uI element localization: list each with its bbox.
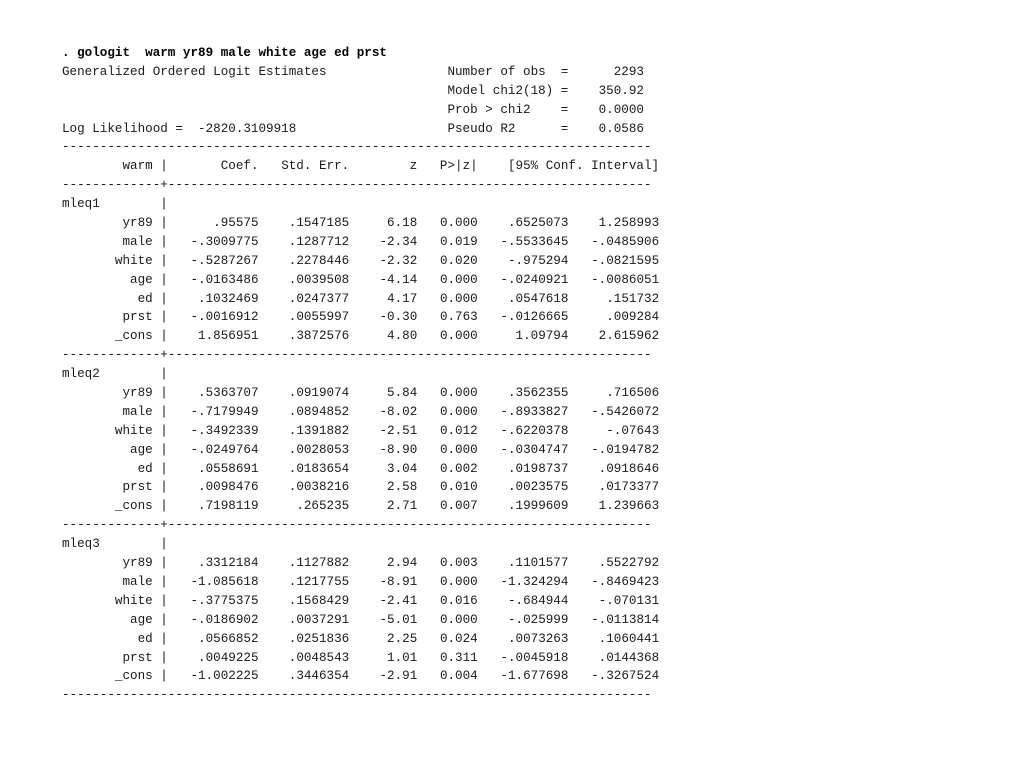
p-value: 0.007 <box>417 499 478 514</box>
ci-low: -.0045918 <box>477 650 569 665</box>
z-value: -8.02 <box>349 404 418 419</box>
ci-high: .0173377 <box>568 480 660 495</box>
table-row: yr89 | .95575 .1547185 6.18 0.000 .6525073 1.258993 <box>62 216 660 231</box>
std-err: .3872576 <box>258 329 350 344</box>
ci-low: .0547618 <box>477 291 569 306</box>
table-row: white | -.3492339 .1391882 -2.51 0.012 -.6220378 -.07643 <box>62 423 660 438</box>
coef: -.0186902 <box>167 612 259 627</box>
log-likelihood: Log Likelihood = -2820.3109918 <box>62 121 448 136</box>
z-value: 5.84 <box>349 386 418 401</box>
command-line: . gologit warm yr89 male white age ed prst <box>62 46 387 60</box>
stat-line <box>62 101 659 120</box>
equation-name: mleq3 <box>62 537 161 552</box>
divider: -------------+---------------------------------------------------------------- <box>62 518 652 533</box>
var-name: ed <box>62 291 153 306</box>
std-err: .0919074 <box>258 386 350 401</box>
ci-high: -.8469423 <box>568 574 660 589</box>
z-value: -8.90 <box>349 442 418 457</box>
var-name: yr89 <box>62 556 153 571</box>
table-row: age | -.0249764 .0028053 -8.90 0.000 -.0304747 -.0194782 <box>62 442 660 457</box>
coef: .95575 <box>167 216 259 231</box>
header-coef: Coef. <box>167 159 259 174</box>
std-err: .0037291 <box>258 612 350 627</box>
std-err: .2278446 <box>258 253 350 268</box>
coef: .1032469 <box>167 291 259 306</box>
ci-low: -.0240921 <box>477 272 569 287</box>
coef: -.3009775 <box>167 234 259 249</box>
ci-high: -.0113814 <box>568 612 660 627</box>
ci-low: -.025999 <box>477 612 569 627</box>
z-value: 4.80 <box>349 329 418 344</box>
ci-low: .6525073 <box>477 216 569 231</box>
p-value: 0.024 <box>417 631 478 646</box>
z-value: -2.34 <box>349 234 418 249</box>
coef: -.3492339 <box>167 423 259 438</box>
divider: ------------------------------------------------------------------------------ <box>62 688 652 703</box>
ci-low: .0073263 <box>477 631 569 646</box>
table-row: white | -.3775375 .1568429 -2.41 0.016 -.684944 -.070131 <box>62 593 660 608</box>
var-name: male <box>62 574 153 589</box>
p-value: 0.016 <box>417 593 478 608</box>
table-header <box>62 157 659 176</box>
stat-chi2: Model chi2(18) = 350.92 <box>447 83 644 98</box>
coef: -.5287267 <box>167 253 259 268</box>
equation-name: mleq1 <box>62 197 161 212</box>
z-value: 1.01 <box>349 650 418 665</box>
ci-high: .5522792 <box>568 556 660 571</box>
table-row: age | -.0186902 .0037291 -5.01 0.000 -.025999 -.0113814 <box>62 612 660 627</box>
var-name: age <box>62 442 153 457</box>
coef: -.0249764 <box>167 442 259 457</box>
p-value: 0.010 <box>417 480 478 495</box>
ci-high: -.0086051 <box>568 272 660 287</box>
table-row: prst | .0098476 .0038216 2.58 0.010 .0023575 .0173377 <box>62 480 660 495</box>
equation-label: mleq2 | <box>62 367 168 382</box>
coef: 1.856951 <box>167 329 259 344</box>
std-err: .0055997 <box>258 310 350 325</box>
p-value: 0.000 <box>417 272 478 287</box>
p-value: 0.000 <box>417 612 478 627</box>
std-err: .1287712 <box>258 234 350 249</box>
z-value: 2.71 <box>349 499 418 514</box>
ci-high: -.5426072 <box>568 404 660 419</box>
title-line <box>62 63 659 82</box>
std-err: .0028053 <box>258 442 350 457</box>
ci-low: .1101577 <box>477 556 569 571</box>
stat-prob: Prob > chi2 = 0.0000 <box>447 102 644 117</box>
z-value: -2.91 <box>349 669 418 684</box>
table-row: prst | .0049225 .0048543 1.01 0.311 -.0045918 .0144368 <box>62 650 660 665</box>
var-name: age <box>62 272 153 287</box>
var-name: prst <box>62 480 153 495</box>
table-row: _cons | -1.002225 .3446354 -2.91 0.004 -1.677698 -.3267524 <box>62 669 660 684</box>
p-value: 0.003 <box>417 556 478 571</box>
z-value: -0.30 <box>349 310 418 325</box>
coef: .7198119 <box>167 499 259 514</box>
stat-line <box>62 82 659 101</box>
ci-low: -.975294 <box>477 253 569 268</box>
ci-high: -.07643 <box>568 423 660 438</box>
std-err: .1127882 <box>258 556 350 571</box>
ci-high: -.3267524 <box>568 669 660 684</box>
p-value: 0.000 <box>417 442 478 457</box>
ci-low: -1.324294 <box>477 574 569 589</box>
coef: -1.002225 <box>167 669 259 684</box>
var-name: male <box>62 234 153 249</box>
var-name: _cons <box>62 499 153 514</box>
p-value: 0.019 <box>417 234 478 249</box>
p-value: 0.020 <box>417 253 478 268</box>
ci-high: -.0485906 <box>568 234 660 249</box>
var-name: male <box>62 404 153 419</box>
ci-low: .1999609 <box>477 499 569 514</box>
table-row: white | -.5287267 .2278446 -2.32 0.020 -.975294 -.0821595 <box>62 253 660 268</box>
header-ci: [95% Conf. Interval] <box>477 159 660 174</box>
p-value: 0.000 <box>417 386 478 401</box>
var-name: ed <box>62 461 153 476</box>
std-err: .1568429 <box>258 593 350 608</box>
table-row: male | -.3009775 .1287712 -2.34 0.019 -.5533645 -.0485906 <box>62 234 660 249</box>
var-name: age <box>62 612 153 627</box>
var-name: white <box>62 423 153 438</box>
var-name: _cons <box>62 329 153 344</box>
equation-label: mleq3 | <box>62 537 168 552</box>
ci-low: -.6220378 <box>477 423 569 438</box>
coef: .0098476 <box>167 480 259 495</box>
std-err: .265235 <box>258 499 350 514</box>
std-err: .0183654 <box>258 461 350 476</box>
header-p: P>|z| <box>417 159 478 174</box>
stata-output <box>62 44 659 705</box>
std-err: .1547185 <box>258 216 350 231</box>
z-value: -5.01 <box>349 612 418 627</box>
coef: .0049225 <box>167 650 259 665</box>
ci-low: .0023575 <box>477 480 569 495</box>
coef: -.7179949 <box>167 404 259 419</box>
p-value: 0.012 <box>417 423 478 438</box>
header-z: z <box>349 159 418 174</box>
ci-high: .151732 <box>568 291 660 306</box>
divider: ------------------------------------------------------------------------------ <box>62 140 652 155</box>
ci-high: .1060441 <box>568 631 660 646</box>
ci-low: .0198737 <box>477 461 569 476</box>
p-value: 0.000 <box>417 404 478 419</box>
ci-low: -.0304747 <box>477 442 569 457</box>
coef: -.0016912 <box>167 310 259 325</box>
p-value: 0.000 <box>417 329 478 344</box>
ci-low: -.5533645 <box>477 234 569 249</box>
coef: .0558691 <box>167 461 259 476</box>
ci-high: .009284 <box>568 310 660 325</box>
var-name: prst <box>62 650 153 665</box>
var-name: white <box>62 593 153 608</box>
std-err: .0251836 <box>258 631 350 646</box>
z-value: 2.58 <box>349 480 418 495</box>
ci-low: -1.677698 <box>477 669 569 684</box>
z-value: -8.91 <box>349 574 418 589</box>
divider: -------------+---------------------------------------------------------------- <box>62 348 652 363</box>
z-value: -2.32 <box>349 253 418 268</box>
ci-high: 1.239663 <box>568 499 660 514</box>
ci-low: -.8933827 <box>477 404 569 419</box>
p-value: 0.763 <box>417 310 478 325</box>
header-depvar: warm | <box>62 159 168 174</box>
ci-low: 1.09794 <box>477 329 569 344</box>
table-row: ed | .0558691 .0183654 3.04 0.002 .0198737 .0918646 <box>62 461 660 476</box>
table-row: yr89 | .3312184 .1127882 2.94 0.003 .1101577 .5522792 <box>62 556 660 571</box>
ci-low: -.684944 <box>477 593 569 608</box>
p-value: 0.002 <box>417 461 478 476</box>
var-name: _cons <box>62 669 153 684</box>
z-value: -2.41 <box>349 593 418 608</box>
ci-low: -.0126665 <box>477 310 569 325</box>
p-value: 0.000 <box>417 216 478 231</box>
table-row: _cons | 1.856951 .3872576 4.80 0.000 1.09794 2.615962 <box>62 329 660 344</box>
table-row: male | -1.085618 .1217755 -8.91 0.000 -1.324294 -.8469423 <box>62 574 660 589</box>
table-row: ed | .0566852 .0251836 2.25 0.024 .0073263 .1060441 <box>62 631 660 646</box>
ci-high: 1.258993 <box>568 216 660 231</box>
stat-pseudo-r2: Pseudo R2 = 0.0586 <box>447 121 644 136</box>
std-err: .3446354 <box>258 669 350 684</box>
ci-high: 2.615962 <box>568 329 660 344</box>
z-value: 6.18 <box>349 216 418 231</box>
var-name: white <box>62 253 153 268</box>
std-err: .0039508 <box>258 272 350 287</box>
coef: -.0163486 <box>167 272 259 287</box>
table-row: male | -.7179949 .0894852 -8.02 0.000 -.8933827 -.5426072 <box>62 404 660 419</box>
z-value: 2.25 <box>349 631 418 646</box>
table-row: age | -.0163486 .0039508 -4.14 0.000 -.0240921 -.0086051 <box>62 272 660 287</box>
p-value: 0.311 <box>417 650 478 665</box>
p-value: 0.004 <box>417 669 478 684</box>
ci-high: -.0821595 <box>568 253 660 268</box>
z-value: -2.51 <box>349 423 418 438</box>
table-row: prst | -.0016912 .0055997 -0.30 0.763 -.0126665 .009284 <box>62 310 660 325</box>
coef: .3312184 <box>167 556 259 571</box>
var-name: prst <box>62 310 153 325</box>
ci-high: -.0194782 <box>568 442 660 457</box>
std-err: .1391882 <box>258 423 350 438</box>
coef: -1.085618 <box>167 574 259 589</box>
stat-obs: Number of obs = 2293 <box>447 64 644 79</box>
header-se: Std. Err. <box>258 159 350 174</box>
var-name: ed <box>62 631 153 646</box>
ci-high: .0144368 <box>568 650 660 665</box>
coef: -.3775375 <box>167 593 259 608</box>
equation-label: mleq1 | <box>62 197 168 212</box>
coef: .5363707 <box>167 386 259 401</box>
std-err: .0048543 <box>258 650 350 665</box>
var-name: yr89 <box>62 386 153 401</box>
model-title: Generalized Ordered Logit Estimates <box>62 64 448 79</box>
ci-high: -.070131 <box>568 593 660 608</box>
std-err: .1217755 <box>258 574 350 589</box>
coef: .0566852 <box>167 631 259 646</box>
table-row: ed | .1032469 .0247377 4.17 0.000 .0547618 .151732 <box>62 291 660 306</box>
ci-high: .0918646 <box>568 461 660 476</box>
std-err: .0038216 <box>258 480 350 495</box>
std-err: .0894852 <box>258 404 350 419</box>
p-value: 0.000 <box>417 291 478 306</box>
equation-name: mleq2 <box>62 367 161 382</box>
ci-low: .3562355 <box>477 386 569 401</box>
std-err: .0247377 <box>258 291 350 306</box>
z-value: 2.94 <box>349 556 418 571</box>
p-value: 0.000 <box>417 574 478 589</box>
loglik-line <box>62 120 659 139</box>
z-value: -4.14 <box>349 272 418 287</box>
ci-high: .716506 <box>568 386 660 401</box>
z-value: 4.17 <box>349 291 418 306</box>
var-name: yr89 <box>62 216 153 231</box>
divider: -------------+---------------------------------------------------------------- <box>62 178 652 193</box>
table-row: yr89 | .5363707 .0919074 5.84 0.000 .3562355 .716506 <box>62 386 660 401</box>
table-row: _cons | .7198119 .265235 2.71 0.007 .1999609 1.239663 <box>62 499 660 514</box>
z-value: 3.04 <box>349 461 418 476</box>
